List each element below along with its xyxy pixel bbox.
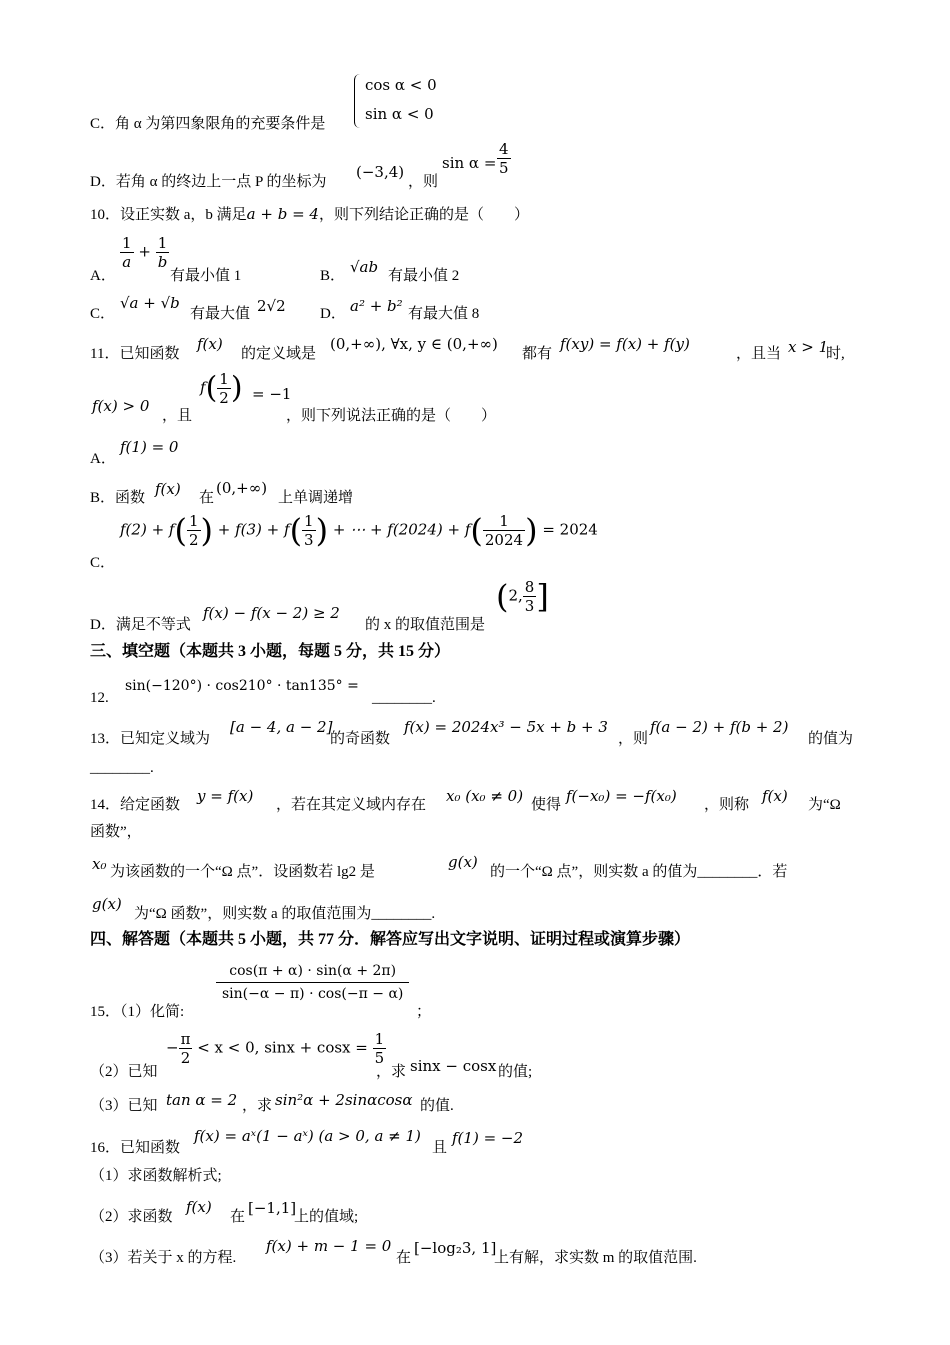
q10-b-math: √ab (350, 258, 379, 276)
q15-p1-label: 15．（1）化简: (90, 1004, 185, 1020)
q15-p3-mid: ，求 (242, 1098, 273, 1114)
q10-a-frac2: $\frac{1}{b}$ (157, 234, 168, 271)
q11-b-pre: B．函数 (90, 490, 146, 506)
q11-domain-text: 的定义域是 (241, 346, 317, 362)
q14-line3-x0: x₀ (92, 855, 107, 873)
q15-p2-num: 1 (374, 1030, 385, 1048)
q11-line2-f: f( $\frac{1}{2}$ ) (200, 370, 243, 407)
q11-b-in: 在 (199, 490, 215, 506)
q9-d-text: D．若角 α 的终边上一点 P 的坐标为 (90, 174, 327, 190)
q14-mid2: 使得 (531, 797, 562, 813)
q15-p3-cond: tan α = 2 (166, 1091, 238, 1109)
q11-d-interval-num: 8 (524, 578, 535, 596)
q9-option-c (90, 114, 325, 134)
q15-p2-expr (166, 1030, 386, 1076)
q11-line2-post: ，则下列说法正确的是（ ） (286, 408, 497, 424)
q12-label: 12. (90, 690, 109, 706)
q11-line2-and: ，且 (162, 408, 193, 424)
q10-stem-post: ，则下列结论正确的是（ ） (318, 207, 529, 223)
q15-p3-expr: sin²α + 2sinαcosα (275, 1091, 413, 1109)
q11-b-interval: (0,+∞) (216, 479, 268, 497)
q15-p1-end: ； (416, 1004, 432, 1020)
q10-d-label: D． (320, 306, 346, 322)
q16-fn: f(x) = aˣ(1 − aˣ) (a > 0, a ≠ 1) (194, 1127, 421, 1145)
q15-p1-frac (216, 960, 409, 1005)
q13-pre: 13．已知定义域为 (90, 731, 211, 747)
q13-mid: 的奇函数 (330, 731, 391, 747)
q13-post: 的值为 (808, 731, 854, 747)
q14-eq: f(−x₀) = −f(x₀) (566, 787, 677, 805)
q10-stem (90, 204, 529, 225)
q11-d-interval-l: 2, (508, 586, 523, 605)
q14-mid1: ，若在其定义域内存在 (276, 797, 427, 813)
q11-d-pre: D．满足不等式 (90, 617, 191, 633)
q10-a-label: A． (90, 268, 116, 284)
q11-d-interval-den: 3 (524, 597, 535, 615)
q9-option-d (90, 172, 326, 192)
q11-fx: f(x) (197, 335, 223, 353)
q10-c-text: 有最大值 (190, 306, 251, 322)
q11-eq: f(xy) = f(x) + f(y) (560, 335, 690, 353)
q9-c-text: C．角 α 为第四象限角的充要条件是 (90, 116, 326, 132)
q13-fn: f(x) = 2024x³ − 5x + b + 3 (404, 718, 608, 736)
q14-gx-2: g(x) (92, 895, 122, 913)
q9-c-cond1: cos α < 0 (365, 76, 437, 94)
q15-p1-num: cos(π + α) · sin(α + 2π) (216, 960, 409, 983)
q11-when: ，且当 (736, 346, 782, 362)
q13-blank: ________. (90, 760, 154, 776)
q16-p3-pre: （3）若关于 x 的方程. (90, 1250, 237, 1266)
q15-p2-two: 2 (180, 1049, 191, 1067)
q16-p2-in: 在 (230, 1209, 246, 1225)
q15-p2-label: （2）已知 (90, 1064, 158, 1080)
q15-p2-end: 的值; (498, 1064, 533, 1080)
q11-b-post: 上单调递增 (278, 490, 354, 506)
q16-p2-interval: [−1,1] (248, 1199, 297, 1217)
q13-domain: [a − 4, a − 2] (230, 718, 333, 736)
q15-p2-neg: − (166, 1038, 179, 1057)
q15-p1-den: sin(−α − π) · cos(−π − α) (222, 986, 404, 1002)
q11-domain: (0,+∞), ∀x, y ∈ (0,+∞) (330, 335, 498, 353)
q14-line2: 函数”， (90, 824, 142, 840)
q9-d-num: 4 (499, 140, 509, 158)
q15-p3-end: 的值. (420, 1098, 454, 1114)
q11-time: 时, (826, 346, 845, 362)
q16-p3-in: 在 (396, 1250, 412, 1266)
q11-a-label: A． (90, 451, 116, 467)
q15-p2-pi: π (180, 1030, 191, 1048)
q11-c-label: C． (90, 555, 116, 571)
section3-heading: 三、填空题（本题共 3 小题，每题 5 分，共 15 分） (90, 643, 451, 660)
q10-c-label: C． (90, 306, 116, 322)
q10-b-text: 有最小值 2 (388, 268, 460, 284)
q11-d-math: f(x) − f(x − 2) ≥ 2 (203, 604, 340, 622)
q16-p2-post: 上的值域; (294, 1209, 359, 1225)
q16-cond: f(1) = −2 (452, 1129, 524, 1147)
section4-heading: 四、解答题（本题共 5 小题，共 77 分．解答应写出文字说明、证明过程或演算步骤） (90, 931, 691, 948)
q14-fn: y = f(x) (197, 787, 254, 805)
q15-p2-target: sinx − cosx (410, 1057, 497, 1075)
q9-d-fraction (497, 140, 511, 177)
q11-c-d: = 2024 (542, 520, 598, 539)
q10-stem-pre: 10．设正实数 a，b 满足 (90, 207, 247, 223)
q10-a-text: 有最小值 1 (170, 268, 242, 284)
q12-math: sin(−120°) · cos210° · tan135° = (125, 678, 359, 694)
q9-d-point: (−3,4) (356, 163, 405, 181)
q16-p3-eq: f(x) + m − 1 = 0 (266, 1237, 392, 1255)
q11-c-a: f(2) + f (120, 520, 175, 539)
q11-b-fx: f(x) (155, 480, 181, 498)
q16-p3-post: 上有解，求实数 m 的取值范围. (494, 1250, 697, 1266)
q13-then: ，则 (618, 731, 649, 747)
q14-line4: 为“Ω 函数”，则实数 a 的取值范围为________. (134, 906, 436, 922)
q10-d-math: a² + b² (350, 297, 403, 315)
q11-c-expr: f(2) + f( $\frac{1}{2}$ ) + f(3) + f( $\frac{1}{3}$ ) + ⋯ + f(2024) + f( $\frac{1}{2024}$ ) = 2024 (120, 511, 598, 550)
q16-p2-pre: （2）求函数 (90, 1209, 173, 1225)
q9-d-den: 5 (499, 159, 509, 177)
q11-line2-math: f(x) > 0 (92, 397, 150, 415)
q14-x0: x₀ (x₀ ≠ 0) (446, 787, 524, 805)
q14-mid3: ，则称 (704, 797, 750, 813)
q9-c-brace (354, 74, 363, 128)
q16-p3-interval: [−log₂3, 1] (414, 1239, 497, 1257)
q15-p2-post: ，求 (376, 1064, 407, 1080)
q16-and: 且 (432, 1140, 448, 1156)
q11-line2-val: = −1 (252, 385, 292, 403)
q10-c-math: √a + √b (120, 294, 180, 312)
q10-d-text: 有最大值 8 (408, 306, 480, 322)
q11-a-math: f(1) = 0 (120, 438, 179, 456)
q11-c-c: + ⋯ + f(2024) + f (332, 520, 471, 539)
q9-c-cond2: sin α < 0 (365, 105, 434, 123)
q10-a-frac1: $\frac{1}{a}$ (122, 234, 132, 271)
q9-d-sin: sin α = (442, 154, 497, 172)
q15-p2-den: 5 (374, 1049, 385, 1067)
q16-pre: 16．已知函数 (90, 1140, 181, 1156)
q15-p3-label: （3）已知 (90, 1098, 158, 1114)
q11-all-text: 都有 (522, 346, 553, 362)
q16-p1: （1）求函数解析式; (90, 1168, 222, 1184)
q11-c-b: + f(3) + f (217, 520, 290, 539)
q12-blank: ________. (372, 690, 436, 706)
q14-fx: f(x) (762, 787, 788, 805)
q11-d-interval: (2, $\frac{8}{3}$ ] (496, 577, 549, 616)
q14-end1: 为“Ω (808, 797, 841, 813)
q11-d-mid: 的 x 的取值范围是 (365, 617, 486, 633)
q10-a-expr: $\frac{1}{a}$ + $\frac{1}{b}$ (122, 234, 168, 271)
q14-gx: g(x) (448, 853, 478, 871)
q11-cond: x > 1 (788, 338, 829, 356)
q11-stem-pre: 11．已知函数 (90, 346, 180, 362)
q13-expr: f(a − 2) + f(b + 2) (650, 718, 789, 736)
q10-c-val: 2√2 (257, 297, 286, 315)
q14-pre: 14．给定函数 (90, 797, 181, 813)
q14-line3-b: 的一个“Ω 点”，则实数 a 的值为________．若 (490, 864, 788, 880)
q15-p2-math: < x < 0, sinx + cosx = (197, 1038, 368, 1057)
q16-p2-fx: f(x) (186, 1198, 212, 1216)
q10-stem-math: a + b = 4 (246, 205, 319, 223)
q10-b-label: B． (320, 268, 346, 284)
q14-line3-a: 为该函数的一个“Ω 点”．设函数若 lg2 是 (110, 864, 375, 880)
q9-d-then: ，则 (408, 174, 439, 190)
